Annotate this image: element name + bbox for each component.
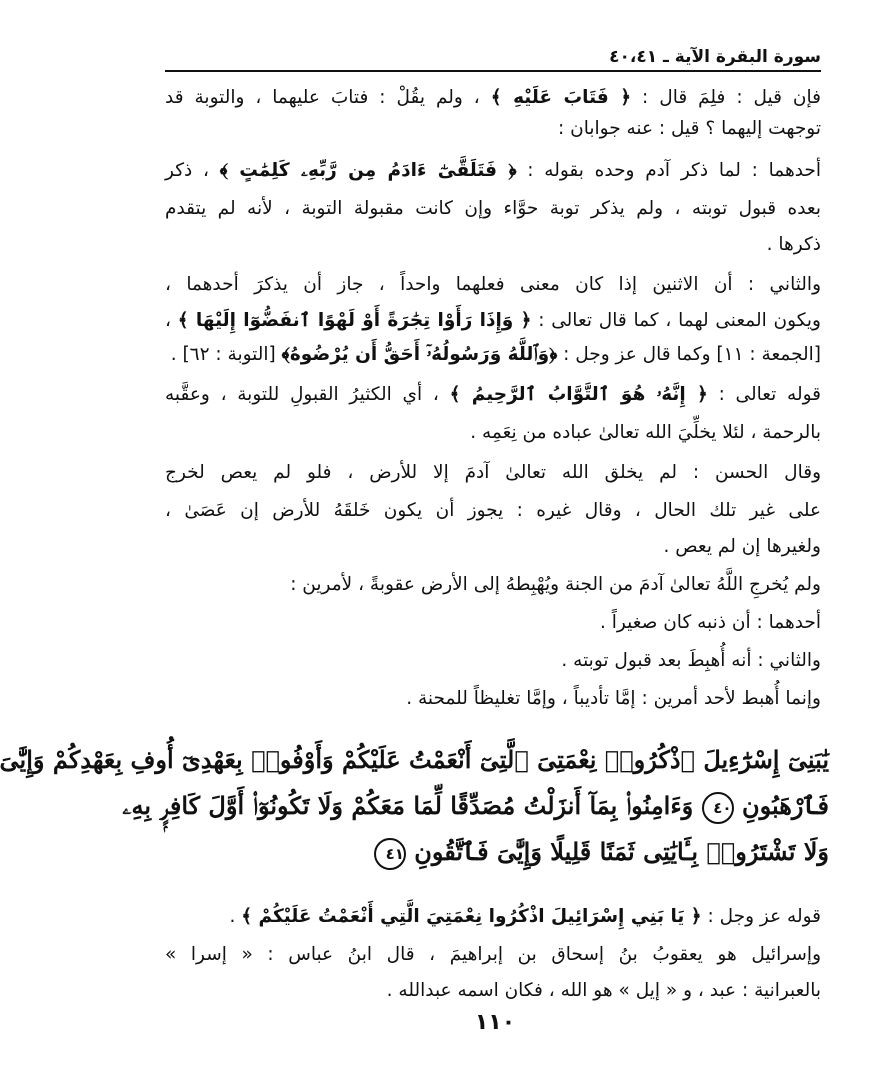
text-line: والثاني : أنه أُهبِطَ بعد قبول توبته .: [561, 650, 821, 671]
text-line: أحدهما : أن ذنبه كان صغيراً .: [600, 612, 821, 633]
verse-segment: وَلَا تَشْتَرُوا۟ بِـَٔايَٰتِى ثَمَنًا قَلِيلًا وَإِيَّٰىَ فَٱتَّقُونِ: [405, 837, 829, 866]
text-segment: ، ولم يقُلْ : فتابَ عليهما ، والتوبة قد: [165, 87, 491, 108]
verse-number-marker: ٤١: [374, 838, 406, 870]
text-segment: [التوبة : ٦٢] .: [170, 344, 282, 365]
text-segment: قوله عز وجل :: [701, 906, 821, 927]
quran-quote: ﴿ فَتَابَ عَلَيْهِ ﴾: [490, 87, 632, 108]
text-line: على غير تلك الحال ، وقال غيره : يجوز أن يكون خَلقَهُ للأرض إن عَصَىٰ ،: [165, 500, 821, 521]
verse-segment: فَٱرْهَبُونِ: [733, 791, 829, 820]
page-number: ١١٠: [474, 1010, 516, 1035]
text-segment: [الجمعة : ١١] وكما قال عز وجل :: [557, 344, 821, 365]
text-line: [165, 308, 821, 334]
text-segment: ، أي الكثيرُ القبولِ للتوبة ، وعقَّبه: [165, 384, 450, 405]
quran-quote: ﴿ فَتَلَقَّىٰٓ ءَادَمُ مِن رَّبِّهِۦ كَلِمَٰتٍ ﴾: [219, 160, 517, 181]
quran-verse-line: [157, 832, 829, 872]
surah-verse-title: سورة البقرة الآية ـ ٤٠،٤١: [609, 47, 821, 67]
text-line: بالعبرانية : عبد ، و « إيل » هو الله ، فكان اسمه عبدالله .: [386, 980, 821, 1001]
quran-quote: ﴿ إِنَّهُۥ هُوَ ٱلتَّوَّابُ ٱلرَّحِيمُ ﴾: [449, 384, 708, 405]
quran-quote: ﴿وَٱللَّهُ وَرَسُولُهُۥٓ أَحَقُّ أَن يُرْضُوهُ﴾: [281, 344, 558, 365]
quran-verse-line: [122, 786, 829, 826]
text-line: والثاني : أن الاثنين إذا كان معنى فعلهما واحداً ، جاز أن يذكرَ أحدهما ،: [165, 274, 821, 295]
text-line: بالرحمة ، لئلا يخلِّيَ الله تعالىٰ عباده من نِعَمِه .: [470, 422, 821, 443]
text-line: [165, 85, 821, 111]
text-segment: .: [229, 906, 242, 927]
text-segment: أحدهما : لما ذكر آدم وحده بقوله :: [516, 160, 821, 181]
quran-quote: ﴿ يَا بَنِي إِسْرَائِيلَ اذْكُرُوا نِعْمَتِيَ الَّتِي أَنْعَمْتُ عَلَيْكُمْ ﴾: [241, 906, 702, 927]
quran-verse-line: يَٰبَنِىٓ إِسْرَٰٓءِيلَ ٱذْكُرُوا۟ نِعْمَتِىَ ٱلَّتِىٓ أَنْعَمْتُ عَلَيْكُمْ وَأَوْفُوا۟ بِعَهْدِىٓ أُوفِ بِعَهْدِكُمْ وَإِيَّٰىَ: [0, 745, 829, 774]
text-line: [165, 904, 821, 930]
text-segment: ،: [165, 310, 178, 331]
text-line: ذكرها .: [766, 234, 821, 255]
text-line: وإسرائيل هو يعقوبُ بنُ إسحاق بن إبراهيمَ ، قال ابنُ عباس : « إسرا »: [165, 944, 821, 965]
text-line: وإنما أُهبط لأحد أمرين : إمَّا تأديباً ، وإمَّا تغليظاً للمحنة .: [406, 688, 821, 709]
text-line: وقال الحسن : لم يخلق الله تعالىٰ آدمَ إلا للأرض ، فلو لم يعص لخرج: [165, 462, 821, 483]
page-header: [165, 40, 821, 72]
text-segment: ويكون المعنى لهما ، كما قال تعالى :: [531, 310, 821, 331]
text-segment: ، ذكر: [165, 160, 220, 181]
text-line: [165, 382, 821, 408]
text-line: ولغيرها إن لم يعص .: [663, 536, 821, 557]
text-line: ولم يُخرجِ اللَّهُ تعالىٰ آدمَ من الجنة ويُهْبِطهُ إلى الأرض عقوبةً ، لأمرين :: [290, 574, 821, 595]
quran-quote: ﴿ وَإِذَا رَأَوْا تِجَٰرَةً أَوْ لَهْوًا ٱنفَضُّوٓا إِلَيْهَا ﴾: [177, 310, 532, 331]
text-line: بعده قبول توبته ، ولم يذكر توبة حوَّاء وإن كانت مقبولة التوبة ، لأنه لم يتقدم: [165, 198, 821, 219]
verse-segment: وَءَامِنُوا۟ بِمَآ أَنزَلْتُ مُصَدِّقًا لِّمَا مَعَكُمْ وَلَا تَكُونُوٓا۟ أَوَّلَ كَافِرٍۭ بِهِۦ: [122, 791, 702, 820]
text-line: توجهت إليهما ؟ قيل : عنه جوابان :: [558, 118, 821, 139]
text-segment: فإن قيل : فلِمَ قال :: [631, 87, 821, 108]
text-line: [165, 342, 821, 368]
text-line: [165, 158, 821, 184]
verse-number-marker: ٤٠: [702, 792, 734, 824]
text-segment: قوله تعالى :: [707, 384, 821, 405]
